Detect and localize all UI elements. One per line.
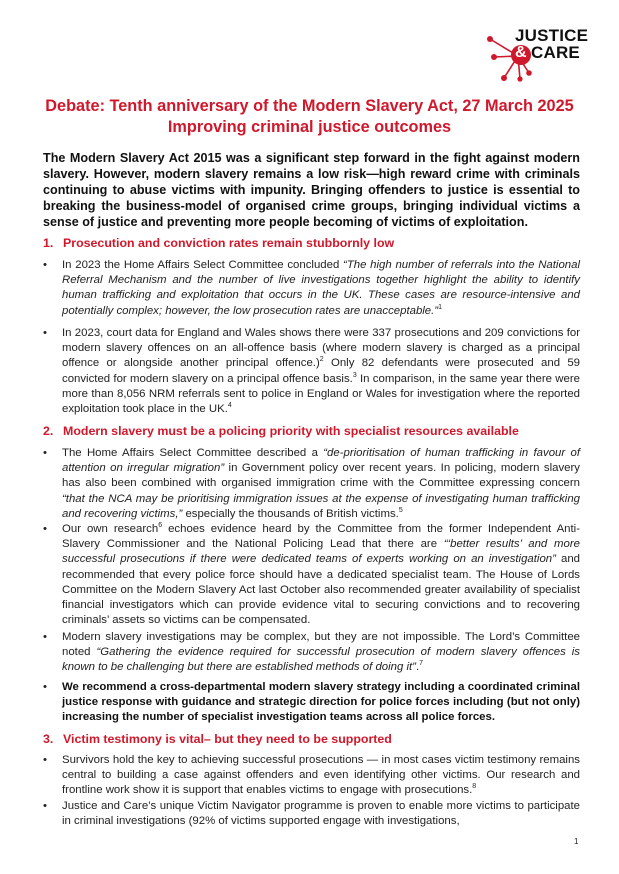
quote: “‘better results’ and more successful prosecutions if there were dedicated teams of experts working on an investigation” <box>62 538 580 566</box>
list-item <box>43 326 580 417</box>
text-run: in Government policy over recent years. In policing, modern slavery has also been combined with organised immigration crime with the Committee expressing concern <box>62 462 580 490</box>
section-number: 1. <box>43 236 54 250</box>
footnote-ref[interactable]: 1 <box>438 303 443 311</box>
logo-text-justice: JUSTICE <box>515 26 589 45</box>
text-run: Only 82 defendants were prosecuted and 59 convicted for modern slavery on a principal offence basis. <box>62 357 580 385</box>
list-item-text: Justice and Care’s unique Victim Navigator programme is proven to enable more victims to participate in criminal investigations (92% of victims supported engage with investigations, <box>62 800 580 828</box>
quote: “that the NCA may be prioritising immigration issues at the expense of investigating human trafficking and recovering victims,” <box>62 492 580 520</box>
bullet-icon: • <box>43 259 47 271</box>
text-run: Our own research <box>62 523 159 535</box>
bullet-icon: • <box>43 800 47 812</box>
section-number: 3. <box>43 732 54 746</box>
list-item <box>43 753 580 799</box>
list-item <box>43 799 580 829</box>
text-run: Modern slavery investigations may be complex, but they are not impossible. The Lord’s Committee noted <box>62 631 580 659</box>
quote: “The high number of referrals into the National Referral Mechanism and the number of live investigations together highlight the ability to identify human trafficking and exploitation that occurs in the UK. These cases are resource-intensive and potentially complex; however, the low prosecution rates are unacceptable.” <box>62 259 581 317</box>
bullet-icon: • <box>43 754 47 766</box>
text-run: The Home Affairs Select Committee described a <box>62 447 324 459</box>
recommendation-item <box>43 680 580 726</box>
title-line-2: Improving criminal justice outcomes <box>167 118 452 136</box>
list-item <box>43 446 580 522</box>
bullet-icon: • <box>43 523 47 535</box>
bullet-icon: • <box>43 681 47 693</box>
page-number: 1 <box>574 837 579 846</box>
section-number: 2. <box>43 424 54 438</box>
list-item <box>43 630 580 676</box>
section-heading-text: Prosecution and conviction rates remain stubbornly low <box>63 236 395 250</box>
list-item-text <box>62 326 580 417</box>
title-line-1: Debate: Tenth anniversary of the Modern Slavery Act, 27 March 2025 <box>45 97 574 115</box>
footnote-ref[interactable]: 2 <box>319 356 324 364</box>
section-heading-text: Modern slavery must be a policing priority with specialist resources available <box>63 424 519 438</box>
list-item <box>43 522 580 628</box>
footnote-ref[interactable]: 6 <box>158 522 163 530</box>
text-run: In comparison, in the same year there were more than 8,056 NRM referrals sent to police in England or Wales for investigation where the reported exploitation took place in the UK. <box>62 372 580 416</box>
text-run: In 2023, court data for England and Wales shows there were 337 prosecutions and 209 convictions for modern slavery offences on an all-offence basis (where modern slavery is charged as a principal offence or alongside another principal offence.) <box>62 327 580 370</box>
text-run: . <box>415 661 420 674</box>
text-run: especially the thousands of British victims. <box>182 507 399 520</box>
section-heading-3 <box>43 732 583 747</box>
text-run: and recommended that every police force should have a dedicated specialist team. The House of Lords Committee on the Modern Slavery Act last October also recommended greater availability of specialist financial investigators which can provide evidence vital to securing convictions and to recovering criminals’ assets so victims can be compensated. <box>62 553 580 627</box>
list-item-text <box>62 753 580 799</box>
text-run: In 2023 the Home Affairs Select Committee concluded <box>62 259 344 271</box>
bullet-icon: • <box>43 631 47 643</box>
footnote-ref[interactable]: 8 <box>472 783 477 791</box>
list-item <box>43 258 580 319</box>
footnote-ref[interactable]: 5 <box>398 507 403 515</box>
page-title <box>0 96 619 138</box>
justice-and-care-logo <box>484 22 614 82</box>
list-item-text <box>62 522 580 628</box>
quote: “Gathering the evidence required for successful prosecution of modern slavery offences is known to be challenging but there are established methods of doing it” <box>62 646 581 674</box>
section-heading-text: Victim testimony is vital– but they need to be supported <box>63 732 392 746</box>
footnote-ref[interactable]: 3 <box>352 371 357 379</box>
bullet-icon: • <box>43 447 47 459</box>
footnote-ref[interactable]: 4 <box>227 402 232 410</box>
text-run: Survivors hold the key to achieving successful prosecutions — in most cases victim testimony remains central to building a case against offenders and even identifying other victims. Our research and frontline work show it is support that enables victims to engage with prosecutions. <box>62 754 580 797</box>
list-item-text <box>62 630 580 676</box>
intro-paragraph: The Modern Slavery Act 2015 was a significant step forward in the fight against modern slavery. However, modern slavery remains a low risk—high reward crime with criminals continuing to abuse victims with impunity. Bringing offenders to justice is essential to breaking the business-model of organised crime groups, bringing individual victims a sense of justice and preventing more people becoming of victims of exploitation. <box>43 151 580 229</box>
list-item-text <box>62 258 580 319</box>
logo-ampersand: & <box>515 44 527 61</box>
list-item-text <box>62 446 580 522</box>
text-run: echoes evidence heard by the Committee from the former Independent Anti-Slavery Commissioner and the National Policing Lead that there are <box>62 523 581 551</box>
bullet-icon: • <box>43 327 47 339</box>
section-heading-1 <box>43 236 583 251</box>
recommendation-text: We recommend a cross-departmental modern slavery strategy including a coordinated criminal justice response with guidance and strategic direction for police forces including (but not only) increasing the number of specialist investigation teams across all police forces. <box>62 681 580 724</box>
quote: “de-prioritisation of human trafficking in favour of attention on irregular migration” <box>62 447 581 475</box>
footnote-ref[interactable]: 7 <box>419 660 424 668</box>
section-heading-2 <box>43 424 583 439</box>
logo-text-care: CARE <box>531 43 580 62</box>
